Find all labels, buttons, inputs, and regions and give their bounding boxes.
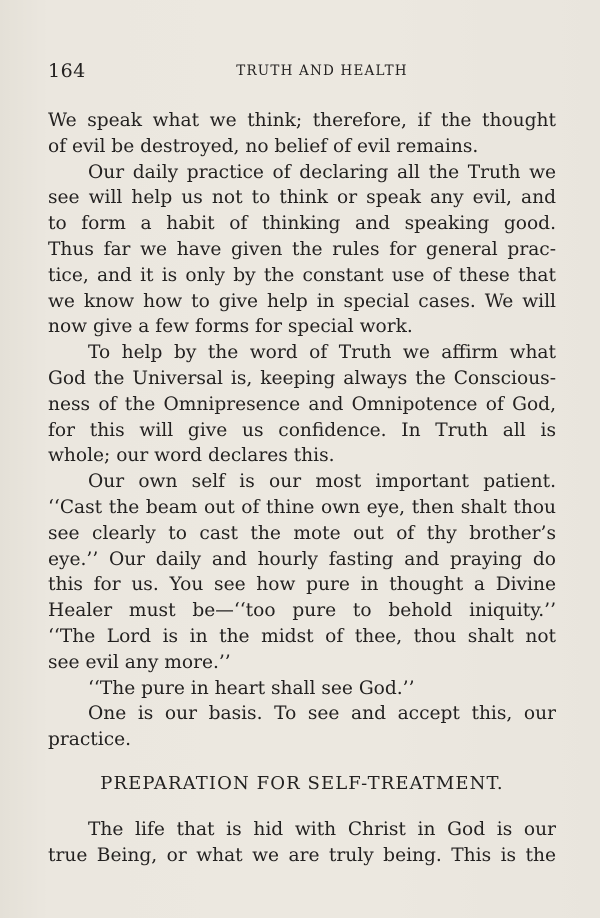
- text-line: One is our basis. To see and accept this, our: [88, 703, 556, 725]
- text-line: To help by the word of Truth we affirm what: [88, 342, 556, 364]
- text-line: now give a few forms for special work.: [48, 316, 413, 338]
- text-line: of evil be destroyed, no belief of evil remains.: [48, 135, 479, 157]
- page-number: 164: [48, 60, 86, 82]
- text-line: Healer must be—‘‘too pure to behold iniquity.’’: [48, 600, 556, 622]
- text-line: ‘‘The Lord is in the midst of thee, thou shalt not: [48, 625, 556, 647]
- text-line: ‘‘Cast the beam out of thine own eye, then shalt thou: [48, 496, 556, 518]
- text-line: see evil any more.’’: [48, 651, 231, 673]
- text-line: ness of the Omnipresence and Omnipotence of God,: [48, 393, 556, 415]
- text-line: see will help us not to think or speak any evil, and: [48, 187, 556, 209]
- text-line: Our own self is our most important patient.: [88, 471, 556, 493]
- text-line: for this will give us confidence. In Truth all is: [48, 419, 556, 441]
- text-line: see clearly to cast the mote out of thy brother’s: [48, 522, 556, 544]
- text-line: God the Universal is, keeping always the Conscious-: [48, 367, 556, 389]
- text-line: ‘‘The pure in heart shall see God.’’: [88, 677, 415, 699]
- text-line: tice, and it is only by the constant use of these that: [48, 264, 556, 286]
- text-line: Thus far we have given the rules for general prac-: [48, 238, 556, 260]
- text-line: whole; our word declares this.: [48, 445, 335, 467]
- text-line: Our daily practice of declaring all the Truth we: [88, 161, 556, 183]
- text-line: this for us. You see how pure in thought a Divine: [48, 574, 556, 596]
- running-title: TRUTH AND HEALTH: [236, 63, 408, 79]
- text-line: eye.’’ Our daily and hourly fasting and praying do: [48, 548, 556, 570]
- text-line: practice.: [48, 729, 132, 751]
- text-line: We speak what we think; therefore, if the thought: [48, 110, 556, 131]
- text-line: The life that is hid with Christ in God is our: [88, 818, 556, 840]
- text-line: we know how to give help in special cases. We will: [48, 290, 556, 312]
- body-text: [48, 108, 556, 869]
- text-line: to form a habit of thinking and speaking good.: [48, 213, 556, 235]
- section-heading: PREPARATION FOR SELF-TREATMENT.: [100, 772, 504, 794]
- running-head: [48, 60, 556, 86]
- text-line: true Being, or what we are truly being. This is the: [48, 844, 556, 866]
